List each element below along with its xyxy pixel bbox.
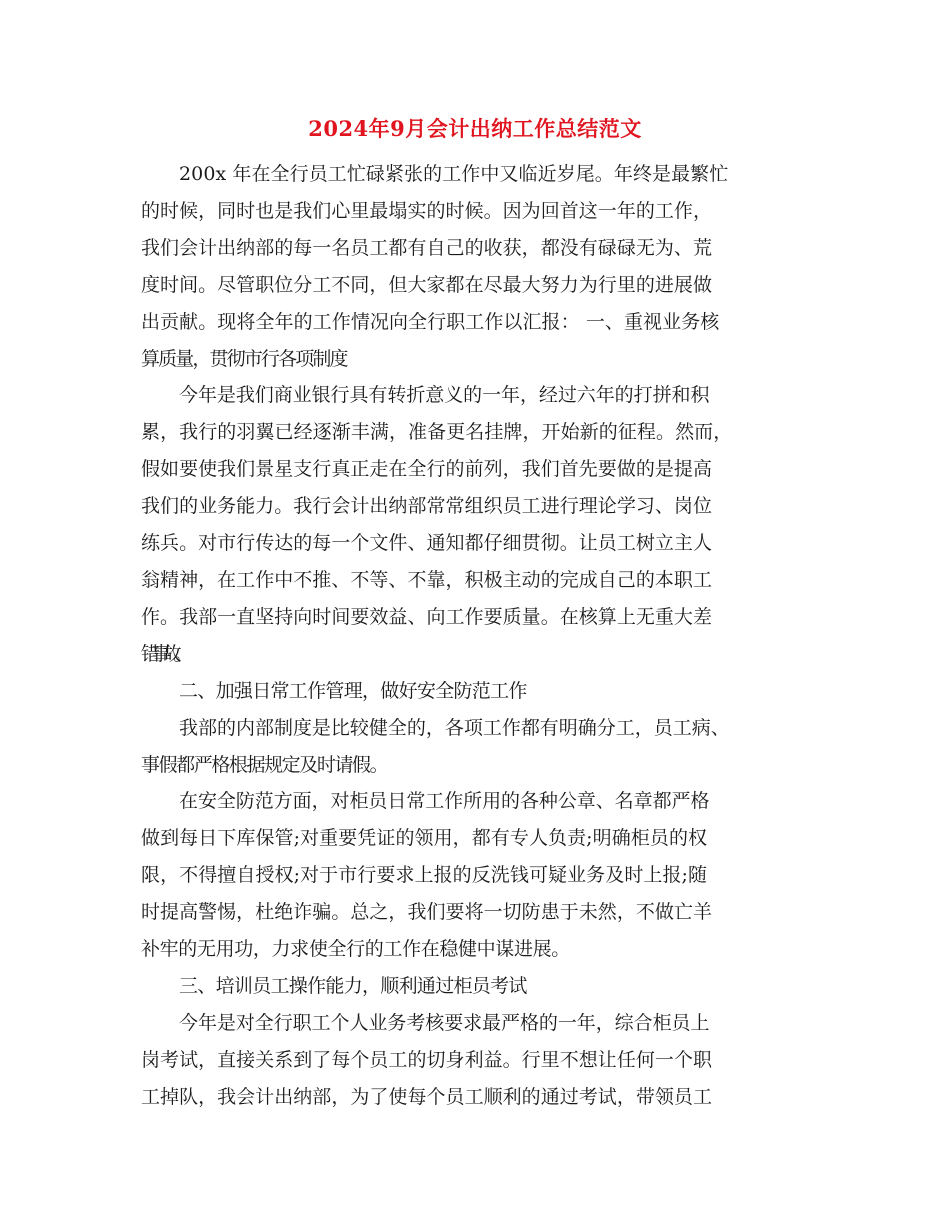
text-line: 错事故。 [141,642,185,665]
paragraph [141,377,811,672]
text-line: 我们会计出纳部的每一名员工都有自己的收获，都没有碌碌无为、荒 [141,236,713,259]
text-line: 补牢的无用功，力求使全行的工作在稳健中谋进展。 [141,938,570,961]
text-line: 我们的业务能力。我行会计出纳部常常组织员工进行理论学习、岗位 [141,495,713,518]
paragraph [141,673,811,710]
text-line: 200x 年在全行员工忙碌紧张的工作中又临近岁尾。年终是最繁忙 [179,163,729,185]
paragraph [141,710,811,784]
text-line: 作。我部一直坚持向时间要效益、向工作要质量。在核算上无重大差 [141,605,713,628]
text-line: 翁精神，在工作中不推、不等、不靠，积极主动的完成自己的本职工 [141,568,713,591]
text-line: 工掉队，我会计出纳部，为了使每个员工顺利的通过考试，带领员工 [141,1085,713,1108]
text-line: 今年是对全行职工个人业务考核要求最严格的一年，综合柜员上 [179,1011,710,1034]
text-line: 累，我行的羽翼已经逐渐丰满，准备更名挂牌，开始新的征程。然而， [141,421,733,444]
text-line: 三、培训员工操作能力，顺利通过柜员考试 [179,974,527,997]
paragraph [141,968,811,1005]
text-line: 限，不得擅自授权;对于市行要求上报的反洗钱可疑业务及时上报;随 [141,864,708,887]
text-line: 出贡献。现将全年的工作情况向全行职工作以汇报： 一、重视业务核 [141,310,720,333]
text-line: 二、加强日常工作管理，做好安全防范工作 [179,679,527,702]
text-line: 在安全防范方面，对柜员日常工作所用的各种公章、名章都严格 [179,790,710,813]
text-line: 算质量，贯彻市行各项制度 [141,347,347,370]
text-line: 事假都严格根据规定及时请假。 [141,753,388,776]
document-title: 2024年9月会计出纳工作总结范文 [308,116,642,141]
text-line: 我部的内部制度是比较健全的，各项工作都有明确分工，员工病、 [179,716,730,739]
paragraph [141,1005,811,1116]
text-line: 的时候，同时也是我们心里最塌实的时候。因为回首这一年的工作， [141,199,713,222]
text-line: 假如要使我们景星支行真正走在全行的前列，我们首先要做的是提高 [141,458,713,481]
paragraph [141,156,811,377]
text-line: 时提高警惕，杜绝诈骗。总之，我们要将一切防患于未然，不做亡羊 [141,901,713,924]
text-line: 做到每日下库保管;对重要凭证的领用，都有专人负责;明确柜员的权 [141,827,708,850]
paragraph [141,783,811,968]
text-line: 度时间。尽管职位分工不同，但大家都在尽最大努力为行里的进展做 [141,273,713,296]
document-body [141,156,811,1116]
text-line: 岗考试，直接关系到了每个员工的切身利益。行里不想让任何一个职 [141,1048,713,1071]
text-line: 练兵。对市行传达的每一个文件、通知都仔细贯彻。让员工树立主人 [141,532,713,555]
text-line: 今年是我们商业银行具有转折意义的一年，经过六年的打拼和积 [179,384,710,407]
